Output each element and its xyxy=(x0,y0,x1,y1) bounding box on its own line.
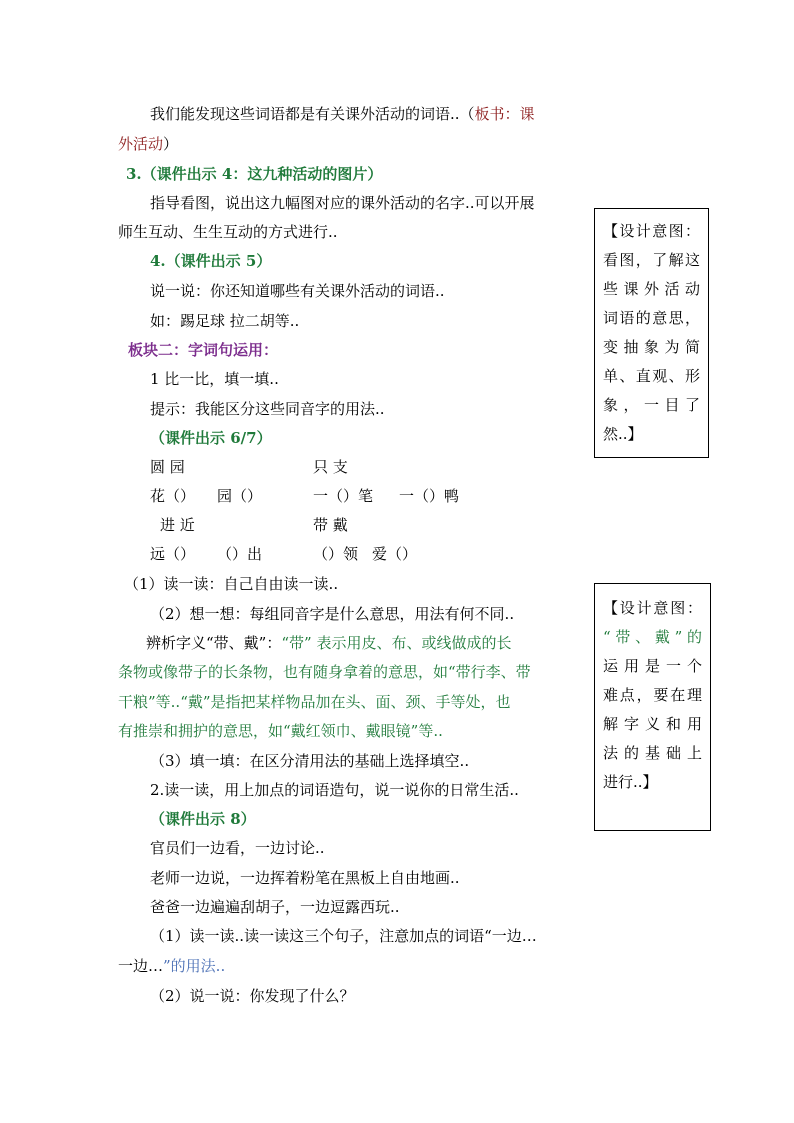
example-sentence: 老师一边说，一边挥着粉笔在黑板上自由地画.. xyxy=(150,869,460,887)
note-line: 些课外活动 xyxy=(603,280,700,298)
paragraph-line: 1 比一比，填一填.. xyxy=(150,370,279,388)
paragraph-line: 说一说：你还知道哪些有关课外活动的词语.. xyxy=(150,282,445,300)
paragraph-line xyxy=(150,104,535,124)
table-cell: 一（）鸭 xyxy=(399,487,460,505)
note-line: “带、戴”的 xyxy=(603,628,702,646)
table-cell: （）领 xyxy=(313,545,359,563)
text: ） xyxy=(163,135,179,153)
paragraph-line: （2）说一说：你发现了什么？ xyxy=(150,987,355,1005)
table-cell: （）出 xyxy=(217,545,263,563)
paragraph-line: 师生互动、生生互动的方式进行.. xyxy=(118,223,338,241)
example-sentence: 官员们一边看，一边讨论.. xyxy=(150,839,325,857)
analysis-text: 条物或像带子的长条物，也有随身拿着的意思 xyxy=(118,663,419,681)
paragraph-line: 提示：我能区分这些同音字的用法.. xyxy=(150,400,385,418)
design-intent-box xyxy=(594,583,711,831)
example-sentence: 爸爸一边遍遍刮胡子，一边逗露西玩.. xyxy=(150,898,400,916)
paragraph-line xyxy=(118,134,178,154)
text: 我们能发现这些词语都是有关课外活动的词语..（ xyxy=(150,105,475,123)
section-heading: 2.读一读，用上加点的词语造句，说一说你的日常生活.. xyxy=(150,781,519,799)
paragraph-line: 有推崇和拥护的意思，如“戴红领巾、戴眼镜”等.. xyxy=(118,722,443,740)
block-heading: 板块二：字词句运用： xyxy=(128,341,279,359)
paragraph-line xyxy=(146,633,511,653)
note-line: 运用是一个 xyxy=(603,657,702,675)
note-line: 看图，了解这 xyxy=(603,251,700,269)
note-line: 难点，要在理 xyxy=(603,686,702,704)
courseware-label: （课件出示 6/7） xyxy=(150,429,272,447)
note-line: 解字义和用 xyxy=(603,715,702,733)
paragraph-line: 指导看图，说出这九幅图对应的课外活动的名字..可以开展 xyxy=(150,194,535,212)
table-cell: 爱（） xyxy=(372,545,418,563)
table-cell: 带 戴 xyxy=(313,516,348,534)
note-line: 然..】 xyxy=(603,425,643,443)
paragraph-line: （2）想一想：每组同音字是什么意思，用法有何不同.. xyxy=(150,605,515,623)
courseware-label: （课件出示 8） xyxy=(150,810,256,828)
table-cell: 花（） xyxy=(150,487,196,505)
paragraph-line: （1）读一读：自己自由读一读.. xyxy=(124,575,339,593)
table-cell: 园（） xyxy=(217,487,263,505)
board-note: 板书：课 xyxy=(474,105,535,123)
design-intent-box xyxy=(594,208,709,458)
text: ”的用法.. xyxy=(163,957,226,975)
analysis-text: “带” 表示用皮、布、或线做成的长 xyxy=(281,634,512,652)
table-cell: 远（） xyxy=(150,545,196,563)
text: 辨析字义“带、戴”： xyxy=(146,634,282,652)
table-cell: 一（）笔 xyxy=(313,487,374,505)
paragraph-line xyxy=(118,692,511,712)
section-heading: 3.（课件出示 4：这九种活动的图片） xyxy=(126,165,383,183)
table-cell: 圆 园 xyxy=(150,458,185,476)
paragraph-line: （1）读一读..读一读这三个句子，注意加点的词语“一边… xyxy=(150,927,537,945)
paragraph-line: 如：踢足球 拉二胡等.. xyxy=(150,312,300,330)
text: 一边… xyxy=(118,957,164,975)
analysis-text: 干粮”等.. xyxy=(118,693,181,711)
paragraph-line xyxy=(118,956,225,976)
note-line: 象，一目了 xyxy=(603,396,700,414)
note-line: 【设计意图： xyxy=(603,222,700,240)
paragraph-line xyxy=(118,662,531,682)
note-line: 进行..】 xyxy=(603,773,658,791)
section-heading: 4.（课件出示 5） xyxy=(150,252,272,270)
note-line: 变抽象为简 xyxy=(603,338,700,356)
analysis-text: “戴”是指把某样物品加在头、面、颈、手等处，也 xyxy=(180,693,511,711)
note-line: 词语的意思， xyxy=(603,309,700,327)
note-line: 单、直观、形 xyxy=(603,367,700,385)
note-line: 法的基础上 xyxy=(603,744,702,762)
analysis-text: ，如“带行李、带 xyxy=(418,663,531,681)
paragraph-line: （3）填一填：在区分清用法的基础上选择填空.. xyxy=(150,752,470,770)
note-line: 【设计意图： xyxy=(603,599,702,617)
board-note: 外活动 xyxy=(118,135,164,153)
table-cell: 只 支 xyxy=(313,458,348,476)
table-cell: 进 近 xyxy=(160,516,195,534)
